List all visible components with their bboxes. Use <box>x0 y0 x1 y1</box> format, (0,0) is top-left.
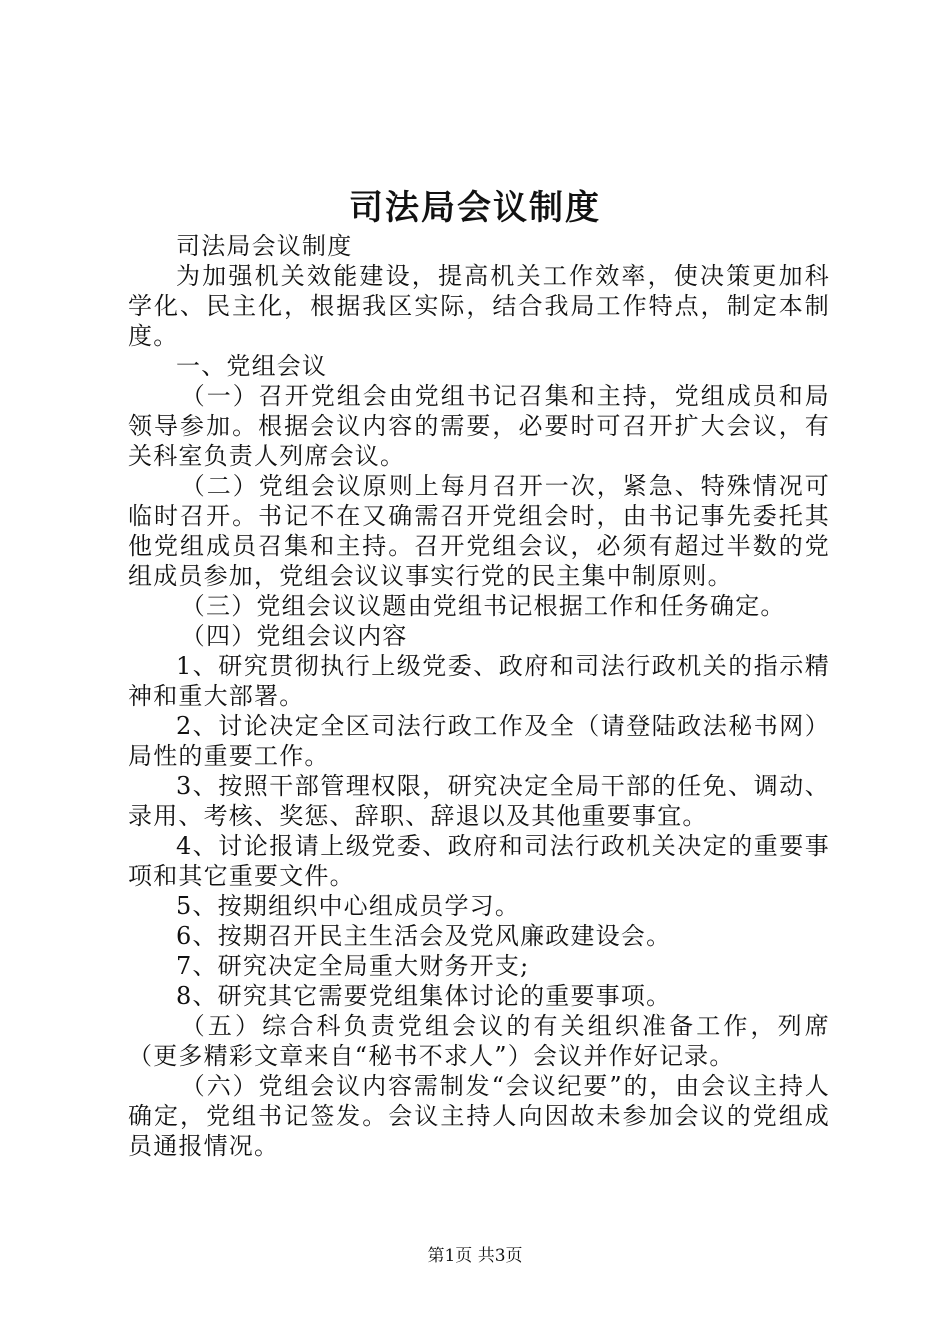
list-item-6: 6、按期召开民主生活会及党风廉政建设会。 <box>176 922 672 950</box>
paragraph-intro: 为加强机关效能建设，提高机关工作效率，使决策更加科学化、民主化，根据我区实际，结合我局工作特点，制定本制度。 <box>128 262 830 350</box>
list-item-5: 5、按期组织中心组成员学习。 <box>176 892 521 920</box>
page-number: 第1页 共3页 <box>427 1246 523 1266</box>
clause-2: （二）党组会议原则上每月召开一次，紧急、特殊情况可临时召开。书记不在又确需召开党组会时，由书记事先委托其他党组成员召集和主持。召开党组会议，必须有超过半数的党组成员参加，党组会议议事实行党的民主集中制原则。 <box>128 472 830 590</box>
clause-1: （一）召开党组会由党组书记召集和主持，党组成员和局领导参加。根据会议内容的需要，必要时可召开扩大会议，有关科室负责人列席会议。 <box>128 382 830 470</box>
clause-3: （三）党组会议议题由党组书记根据工作和任务确定。 <box>180 592 786 620</box>
clause-6: （六）党组会议内容需制发“会议纪要”的，由会议主持人确定，党组书记签发。会议主持人向因故未参加会议的党组成员通报情况。 <box>128 1072 830 1160</box>
section-heading-party-meeting: 一、党组会议 <box>176 352 328 380</box>
list-item-2: 2、讨论决定全区司法行政工作及全（请登陆政法秘书网）局性的重要工作。 <box>128 712 830 770</box>
clause-4-heading: （四）党组会议内容 <box>180 622 408 650</box>
list-item-4: 4、讨论报请上级党委、政府和司法行政机关决定的重要事项和其它重要文件。 <box>128 832 830 890</box>
list-item-7: 7、研究决定全局重大财务开支; <box>176 952 530 980</box>
list-item-8: 8、研究其它需要党组集体讨论的重要事项。 <box>176 982 672 1010</box>
document-title: 司法局会议制度 <box>349 188 601 228</box>
list-item-1: 1、研究贯彻执行上级党委、政府和司法行政机关的指示精神和重大部署。 <box>128 652 830 710</box>
paragraph-subtitle: 司法局会议制度 <box>176 232 353 260</box>
document-body <box>128 231 830 1161</box>
list-item-3: 3、按照干部管理权限，研究决定全局干部的任免、调动、录用、考核、奖惩、辞职、辞退以及其他重要事宜。 <box>128 772 830 830</box>
clause-5: （五）综合科负责党组会议的有关组织准备工作，列席（更多精彩文章来自“秘书不求人”）会议并作好记录。 <box>128 1012 830 1070</box>
